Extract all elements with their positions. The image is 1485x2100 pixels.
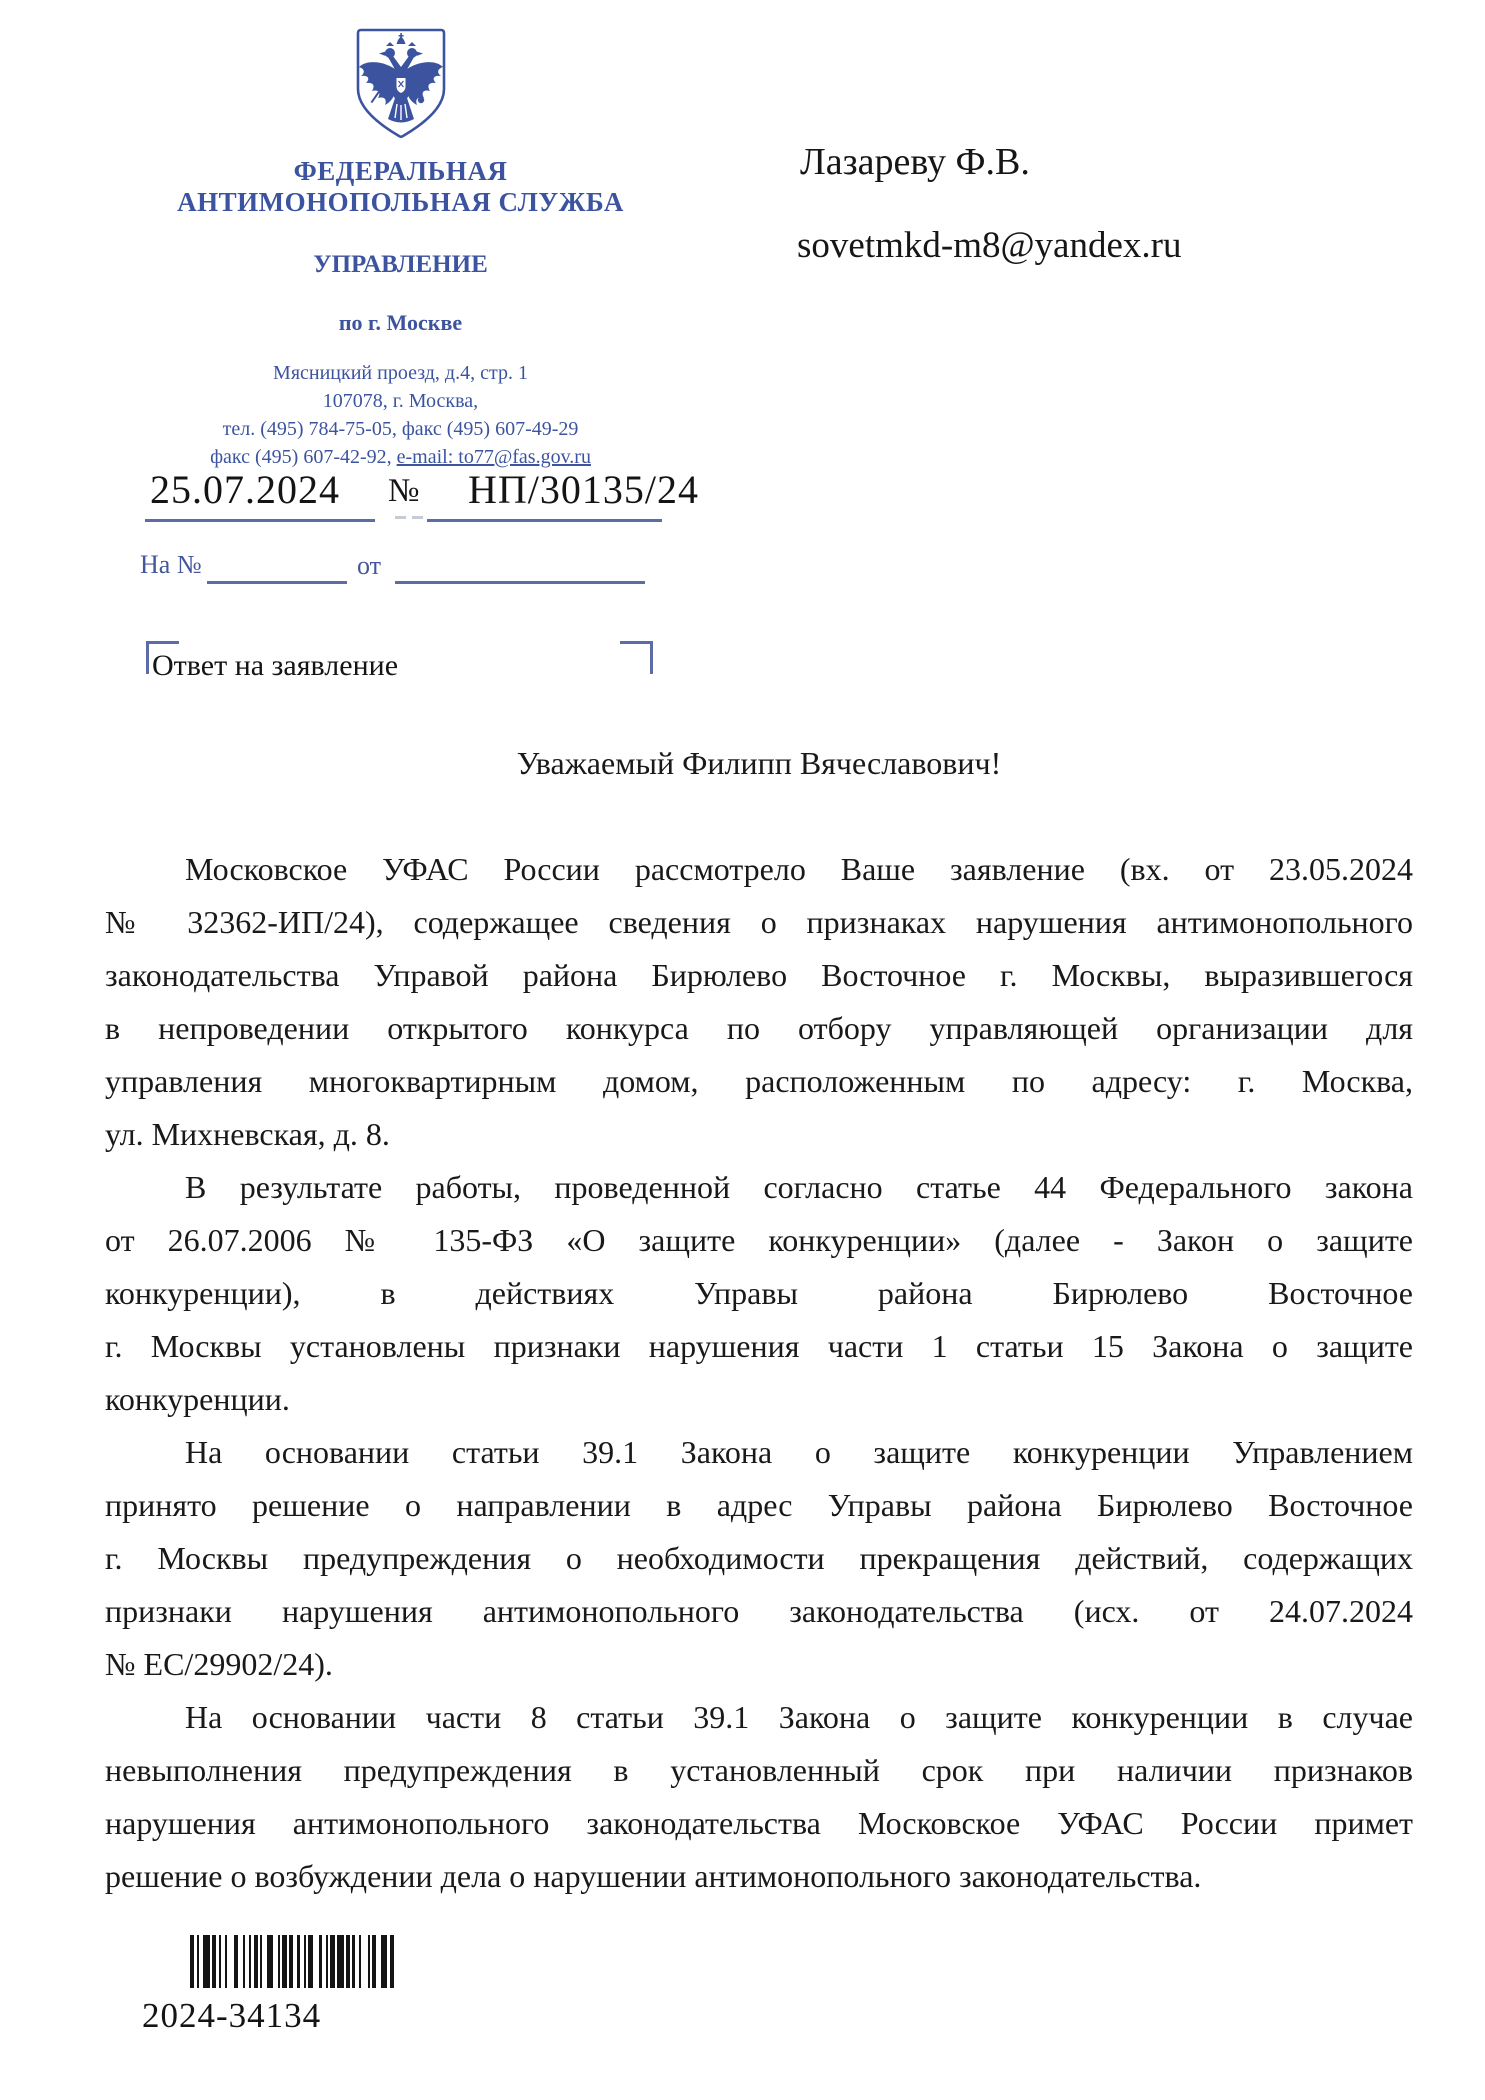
body-line: в непроведении открытого конкурса по отбору управляющей организации для [105,1010,1413,1046]
body-line: г. Москвы установлены признаки нарушения части 1 статьи 15 Закона о защите [105,1328,1413,1364]
barcode [190,1935,397,1988]
body-line: Московское УФАС России рассмотрело Ваше заявление (вх. от 23.05.2024 [185,851,1413,887]
body-line: На основании части 8 статьи 39.1 Закона о защите конкуренции в случае [185,1699,1413,1735]
body-line: от 26.07.2006 № 135-ФЗ «О защите конкуренции» (далее - Закон о защите [105,1222,1413,1258]
corner-mark-right-icon [620,641,653,674]
address-line1: Мясницкий проезд, д.4, стр. 1 [273,362,528,384]
scan-artifact [412,516,423,519]
letterhead [148,26,653,471]
body-line: законодательства Управой района Бирюлево Восточное г. Москвы, выразившегося [105,957,1413,993]
body-line: управления многоквартирным домом, расположенным по адресу: г. Москва, [105,1063,1413,1099]
coat-of-arms-icon [351,26,451,144]
body-line: признаки нарушения антимонопольного законодательства (исх. от 24.07.2024 [105,1593,1413,1629]
org-name-line2: АНТИМОНОПОЛЬНАЯ СЛУЖБА [177,187,624,217]
barcode-label: 2024-34134 [142,1996,322,2035]
body-line: На основании статьи 39.1 Закона о защите конкуренции Управлением [185,1434,1413,1470]
letter-date: 25.07.2024 [150,467,340,512]
body-line: ул. Михневская, д. 8. [105,1116,390,1152]
org-city: по г. Москве [338,310,463,335]
org-division: УПРАВЛЕНИЕ [313,251,488,278]
body-line: принято решение о направлении в адрес Управы района Бирюлево Восточное [105,1487,1413,1523]
letter-body [105,737,1413,1903]
body-line: невыполнения предупреждения в установленный срок при наличии признаков [105,1752,1413,1788]
address-line3: тел. (495) 784-75-05, факс (495) 607-49-29 [222,418,579,440]
reply-to-label: На № [140,550,202,579]
reply-from-blank-line [395,581,645,584]
body-line: конкуренции), в действиях Управы района Бирюлево Восточное [105,1275,1413,1311]
address-line2: 107078, г. Москва, [322,390,479,412]
number-underline [427,519,662,522]
date-underline [145,519,375,522]
body-line: конкуренции. [105,1381,290,1417]
body-line: В результате работы, проведенной согласно статье 44 Федерального закона [185,1169,1413,1205]
number-sign: № [388,473,420,509]
body-line: нарушения антимонопольного законодательства Московское УФАС России примет [105,1805,1413,1841]
scan-artifact [395,516,406,519]
org-name-line1: ФЕДЕРАЛЬНАЯ [293,156,508,186]
body-line: № 32362-ИП/24), содержащее сведения о признаках нарушения антимонопольного [105,904,1413,940]
recipient-email: sovetmkd-m8@yandex.ru [797,225,1182,266]
recipient-name: Лазареву Ф.В. [800,141,1030,183]
reply-to-blank-line [207,581,347,584]
salutation: Уважаемый Филипп Вячеславович! [516,745,1002,781]
letter-number: НП/30135/24 [468,467,699,512]
reply-from-label: от [357,551,382,580]
body-line: № ЕС/29902/24). [105,1646,333,1682]
org-email-link: e-mail: to77@fas.gov.ru [396,446,591,468]
body-line: решение о возбуждении дела о нарушении антимонопольного законодательства. [105,1858,1202,1894]
body-line: г. Москвы предупреждения о необходимости прекращения действий, содержащих [105,1540,1413,1576]
address-line4-prefix: факс (495) 607-42-92, [210,446,397,468]
org-address [148,359,653,471]
subject-line: Ответ на заявление [152,649,399,682]
paragraphs-container [105,843,1413,1903]
